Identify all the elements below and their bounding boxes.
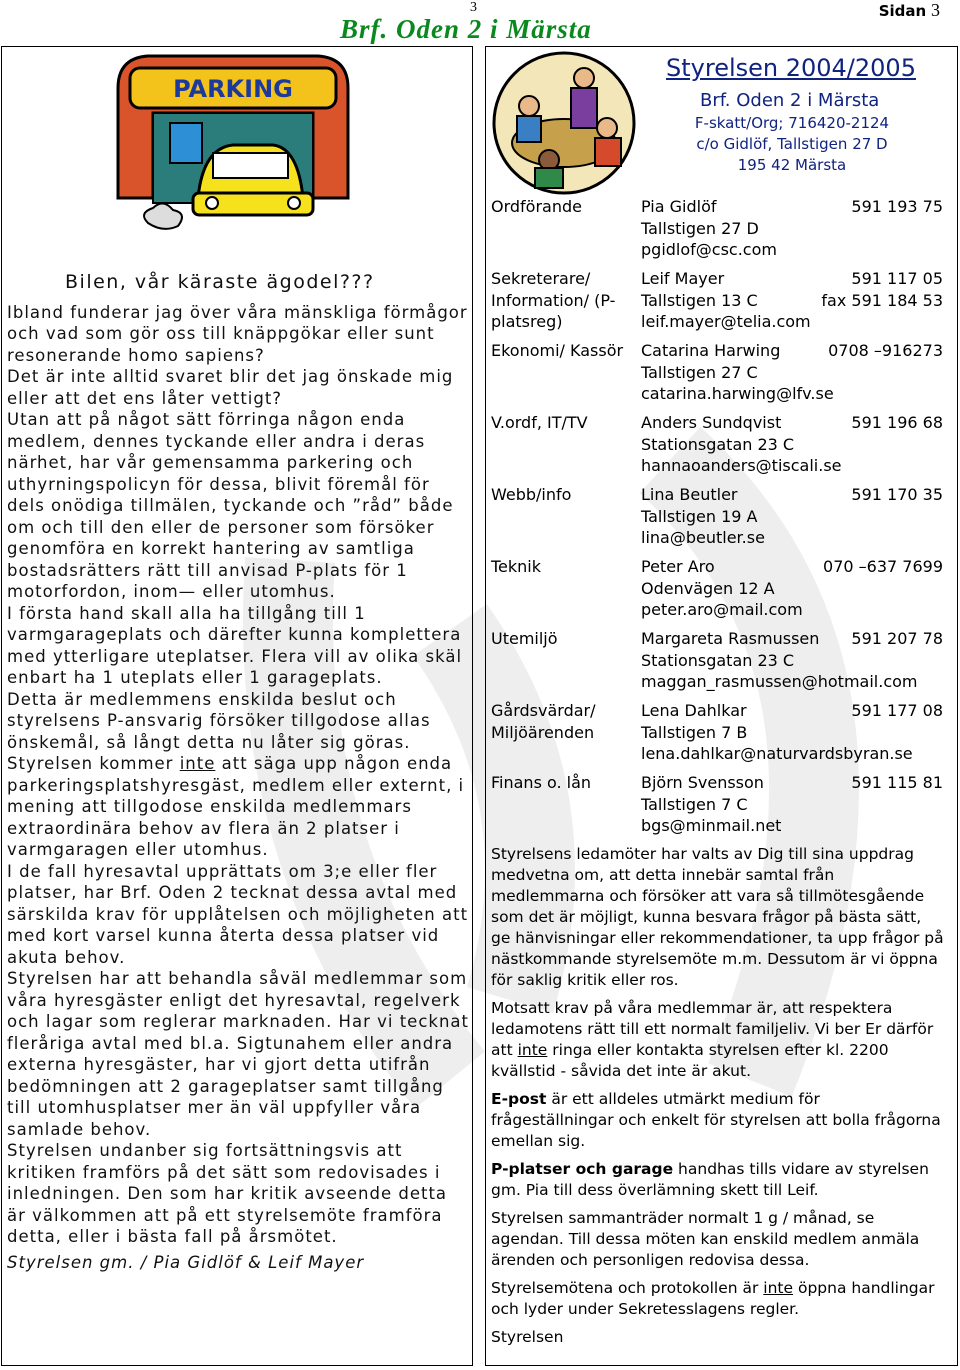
member-address: Tallstigen 19 A <box>641 506 758 526</box>
member-address: Tallstigen 27 C <box>641 362 758 382</box>
page-number-top: 3 <box>470 0 477 15</box>
member-email: pgidlof@csc.com <box>641 240 777 259</box>
member-role: Finans o. lån <box>491 773 592 792</box>
board-row <box>491 412 951 484</box>
member-role: Gårdsvärdar/ Miljöärenden <box>491 701 596 742</box>
member-phone: 591 115 81 <box>851 773 943 792</box>
text-run: ringa eller kontakta styrelsen efter kl. 2200 kvällstid - såvida det inte är akut. <box>491 1041 889 1080</box>
parking-sign-text: PARKING <box>173 75 293 103</box>
member-phone: 591 177 08 <box>851 701 943 720</box>
text-run: Styrelsemötena och protokollen är <box>491 1279 764 1297</box>
org-postal-line: 195 42 Märsta <box>737 156 847 174</box>
association-title: Brf. Oden 2 i Märsta <box>340 14 592 44</box>
article-paragraph <box>7 753 469 861</box>
member-email: hannaoanders@tiscali.se <box>641 456 842 475</box>
text-run: Motsatt krav på våra medlemmar är, att respektera ledamotens rätt till ett normalt familjeliv. Vi ber Er därför att <box>491 999 934 1059</box>
bold-term: E-post <box>491 1090 547 1108</box>
org-care-of-line: c/o Gidlöf, Tallstigen 27 D <box>696 135 888 153</box>
member-role: Ekonomi/ Kassör <box>491 341 624 360</box>
member-address: Stationsgatan 23 C <box>641 434 795 454</box>
info-paragraph <box>491 998 945 1082</box>
member-name: Peter Aro <box>641 557 715 576</box>
member-address: Odenvägen 12 A <box>641 578 775 598</box>
board-row <box>491 556 951 628</box>
info-paragraph: Styrelsens ledamöter har valts av Dig till sina uppdrag medvetna om, att detta innebär samtal från medlemmarna och försöker att vara så tillmötesgående som det är möjligt, kunna besvara frågor på bästa sätt, ge hänvisningar eller rekommendationer, ta upp frågor på nästkommande styrelsemöte m.m. Dessutom är vi öppna för saklig kritik eller ros. <box>491 845 944 989</box>
member-email: catarina.harwing@lfv.se <box>641 384 834 403</box>
board-row <box>491 772 951 844</box>
member-name: Catarina Harwing <box>641 341 781 360</box>
member-address: Tallstigen 27 D <box>641 218 759 238</box>
board-row <box>491 628 951 700</box>
text-run: handhas tills vidare av styrelsen gm. Pia till dess överlämning skett till Leif. <box>491 1160 929 1199</box>
member-role: Webb/info <box>491 485 572 504</box>
underlined-word: inte <box>763 1279 794 1297</box>
member-phone: 591 196 68 <box>851 413 943 432</box>
article-paragraph: I första hand skall alla ha tillgång till 1 varmgarageplats och därefter kunna komplettera med ytterligare uteplatser. Flera vill av olika skäl enbart ha 1 uteplats eller 1 garageplats. <box>7 603 463 687</box>
board-signature: Styrelsen <box>491 1328 564 1346</box>
member-email: maggan_rasmussen@hotmail.com <box>641 672 918 691</box>
member-details <box>641 556 851 621</box>
member-name: Lina Beutler <box>641 485 738 504</box>
member-phone-block <box>821 268 943 311</box>
meeting-illustration <box>489 48 639 198</box>
info-paragraph <box>491 1278 945 1320</box>
info-paragraph <box>491 1159 945 1201</box>
member-phone: 591 207 78 <box>851 629 943 648</box>
member-details <box>641 772 851 837</box>
article-paragraph: Styrelsen har att behandla såväl medlemmar som våra hyresgäster enligt det hyresavtal, regelverk och lagar som reglerar marknaden. Har vi tecknat fleråriga avtal med bl.a. Sigtunahem eller andra externa hyresgäster, har vi gjort detta utifrån bedömningen att 2 garageplatser samt tillgång till utomhusplatser mer än väl uppfyller våra samlade behov. <box>7 969 469 1139</box>
article-heading: Bilen, vår käraste ägodel??? <box>65 271 375 293</box>
article-paragraph: Det är inte alltid svaret blir det jag önskade mig eller att det ens låter vettigt? <box>7 367 454 408</box>
board-member-list <box>491 196 951 844</box>
member-email: lena.dahlkar@naturvardsbyran.se <box>641 744 913 763</box>
member-address: Stationsgatan 23 C <box>641 650 795 670</box>
member-name: Anders Sundqvist <box>641 413 782 432</box>
member-address: Tallstigen 7 B <box>641 722 748 742</box>
info-paragraph <box>491 1089 945 1152</box>
article <box>7 272 469 1273</box>
member-details <box>641 196 851 261</box>
member-role: Sekreterare/ Information/ (P-platsreg) <box>491 269 616 331</box>
member-name: Pia Gidlöf <box>641 197 717 216</box>
bold-term: P-platser och garage <box>491 1160 674 1178</box>
text-run: öppna handlingar och lyder under Sekretesslagens regler. <box>491 1279 935 1318</box>
article-paragraph: Detta är medlemmens enskilda beslut och styrelsens P-ansvarig försöker tillgodose allas önskemål, så långt detta nu låter sig göras. <box>7 689 431 752</box>
board-row <box>491 196 951 268</box>
member-email: leif.mayer@telia.com <box>641 312 811 331</box>
member-role: Ordförande <box>491 197 582 216</box>
board-title: Styrelsen 2004/2005 <box>666 54 916 82</box>
member-name: Lena Dahlkar <box>641 701 747 720</box>
board-row <box>491 700 951 772</box>
article-signature: Styrelsen gm. / Pia Gidlöf & Leif Mayer <box>7 1252 365 1272</box>
board-row <box>491 484 951 556</box>
member-details <box>641 484 851 549</box>
page-number: 3 <box>931 0 940 20</box>
text-run: är ett alldeles utmärkt medium för frågeställningar och enkelt för styrelsen att bolla frågorna emellan sig. <box>491 1090 941 1150</box>
member-email: lina@beutler.se <box>641 528 765 547</box>
member-name: Leif Mayer <box>641 269 725 288</box>
parking-garage-illustration <box>108 48 358 238</box>
board-row <box>491 340 951 412</box>
member-phone: 591 193 75 <box>851 197 943 216</box>
member-phone: 0708 –916273 <box>828 341 943 360</box>
member-phone: 591 117 05 <box>851 269 943 288</box>
member-phone: 070 –637 7699 <box>823 557 943 576</box>
member-details <box>641 340 851 405</box>
member-email: peter.aro@mail.com <box>641 600 803 619</box>
page-indicator <box>879 0 940 21</box>
article-paragraph: Styrelsen undanber sig fortsättningsvis att kritiken framförs på det sätt som redovisades i inledningen. Den som har kritik avseende detta är välkommen att på ett styrelsemöte framföra detta, eller i bästa fall på årsmötet. <box>7 1141 448 1246</box>
member-role: V.ordf, IT/TV <box>491 413 588 432</box>
member-phone: 591 170 35 <box>851 485 943 504</box>
member-details <box>641 412 851 477</box>
member-address: Tallstigen 7 C <box>641 794 748 814</box>
underlined-word: inte <box>179 754 216 773</box>
article-paragraph: Ibland funderar jag över våra mänskliga förmågor och vad som gör oss till knäppgökar eller sunt resonerande homo sapiens? <box>7 302 468 365</box>
article-paragraph: I de fall hyresavtal upprättats om 3;e eller fler platser, har Brf. Oden 2 tecknat dessa avtal med särskilda krav för upplåtelsen och möjligheten att med kort varsel kunna återta dessa platser vid akuta behov. <box>7 861 469 967</box>
member-address: Tallstigen 13 C <box>641 290 758 310</box>
board-row <box>491 268 951 340</box>
article-paragraph: Utan att på något sätt förringa någon enda medlem, dennes tyckande eller andra i deras närhet, har vår gemensamma parkering och uthyrningspolicyn för dessa, blivit föremål för dels onödiga tillmälen, tyckande och ”råd” både om och till den eller de personer som försöker genomföra en korrekt hantering av samtliga bostadsrätters rätt till anvisad P-plats för 1 motorfordon, inom— eller utomhus. <box>7 410 454 601</box>
board-info <box>491 844 945 1355</box>
org-name: Brf. Oden 2 i Märsta <box>700 90 880 111</box>
member-fax: fax 591 184 53 <box>821 290 943 310</box>
page-label: Sidan <box>878 2 927 20</box>
member-name: Björn Svensson <box>641 773 764 792</box>
member-email: bgs@minmail.net <box>641 816 782 835</box>
text-run: att säga upp någon enda parkeringsplatshyresgäst, medlem eller externt, i mening att tillgodose enskilda medlemmars extraordinära behov av flera än 2 platser i varmgaragen eller utomhus. <box>7 754 465 859</box>
member-role: Teknik <box>491 557 542 576</box>
underlined-word: inte <box>517 1041 548 1059</box>
member-role: Utemiljö <box>491 629 558 648</box>
member-name: Margareta Rasmussen <box>641 629 820 648</box>
text-run: Styrelsen kommer <box>7 754 180 773</box>
info-paragraph: Styrelsen sammanträder normalt 1 g / månad, se agendan. Till dessa möten kan enskild medlem anmäla ärenden och personligen redovisa dessa. <box>491 1209 920 1269</box>
member-details <box>641 268 851 333</box>
org-tax-line: F-skatt/Org; 716420-2124 <box>694 114 890 132</box>
